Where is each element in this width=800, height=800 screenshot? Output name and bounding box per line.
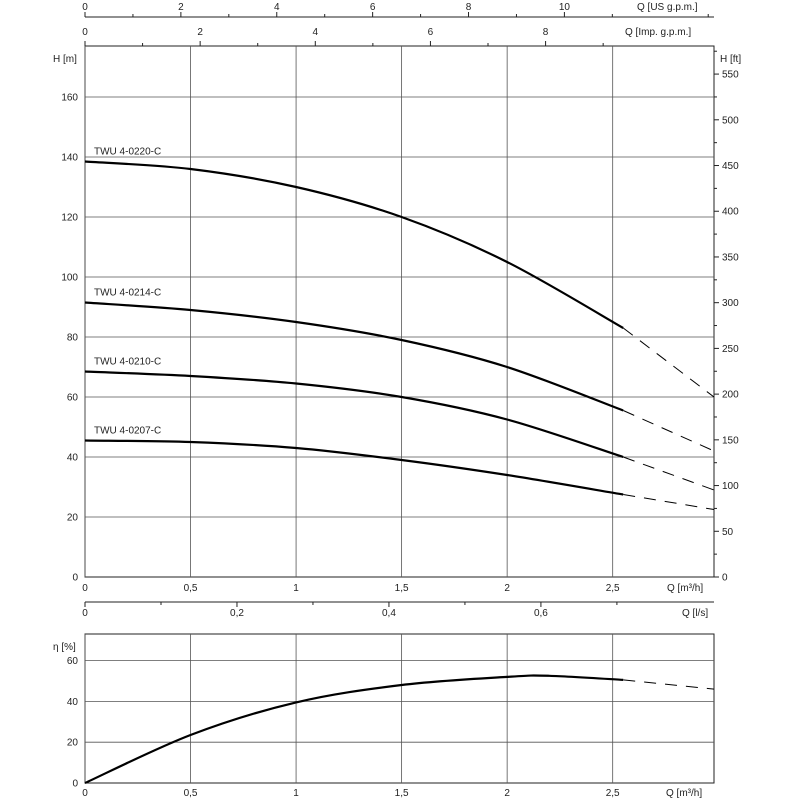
head-y-tick-label: 0 — [72, 572, 78, 584]
us-gpm-tick-label: 8 — [465, 2, 472, 13]
head-curve-extension — [623, 328, 714, 397]
imp-gpm-tick-label: 0 — [82, 27, 88, 38]
efficiency-curve — [85, 676, 623, 783]
head-curve — [85, 372, 623, 458]
ls-axis-label: Q [l/s] — [682, 608, 709, 619]
series-label: TWU 4-0214-C — [94, 287, 162, 299]
imp-gpm-tick-label: 8 — [542, 27, 549, 38]
eff-y-tick-label: 60 — [66, 656, 78, 668]
ft-tick-label: 150 — [722, 435, 739, 447]
imp-gpm-tick-label: 6 — [427, 27, 434, 38]
series-label: TWU 4-0220-C — [94, 146, 162, 158]
ls-tick-label: 0,2 — [230, 608, 244, 619]
ft-tick-label: 100 — [722, 481, 739, 493]
eff-y-tick-label: 40 — [66, 696, 78, 708]
efficiency-curve-extension — [623, 680, 714, 689]
eff-y-tick-label: 20 — [66, 737, 78, 749]
ls-tick-label: 0 — [82, 608, 88, 619]
head-y-tick-label: 120 — [61, 212, 78, 224]
eff-x-tick-label: 2 — [504, 788, 510, 799]
head-y-tick-label: 100 — [61, 272, 78, 284]
eff-x-tick-label: 1 — [293, 788, 299, 799]
head-x-tick-label: 1,5 — [394, 583, 409, 594]
ls-tick-label: 0,4 — [381, 608, 396, 619]
ft-tick-label: 200 — [722, 389, 739, 401]
head-curve — [85, 441, 623, 495]
head-y-tick-label: 80 — [66, 332, 78, 344]
efficiency-axis-label: η [%] — [53, 642, 76, 653]
head-y-tick-label: 160 — [61, 92, 78, 104]
head-m-axis-label: H [m] — [53, 54, 77, 65]
imp-gpm-tick-label: 2 — [197, 27, 203, 38]
ft-tick-label: 0 — [722, 572, 728, 584]
imp-gpm-axis-label: Q [Imp. g.p.m.] — [625, 27, 692, 38]
ft-tick-label: 250 — [722, 343, 739, 355]
us-gpm-tick-label: 4 — [273, 2, 280, 13]
imp-gpm-tick-label: 4 — [312, 27, 319, 38]
head-curve — [85, 162, 623, 329]
head-y-tick-label: 40 — [66, 452, 78, 464]
head-curve — [85, 303, 623, 411]
ft-tick-label: 350 — [722, 252, 739, 264]
ft-tick-label: 400 — [722, 206, 739, 218]
head-x-tick-label: 0 — [82, 583, 88, 594]
head-y-tick-label: 20 — [66, 512, 78, 524]
eff-x-tick-label: 2,5 — [605, 788, 620, 799]
efficiency-q-axis-label: Q [m³/h] — [666, 788, 703, 799]
efficiency-plot-frame — [85, 634, 714, 783]
us-gpm-tick-label: 2 — [178, 2, 184, 13]
eff-x-tick-label: 0,5 — [183, 788, 198, 799]
eff-x-tick-label: 1,5 — [394, 788, 409, 799]
head-q-axis-label: Q [m³/h] — [667, 583, 704, 594]
ft-tick-label: 550 — [722, 69, 739, 81]
series-label: TWU 4-0207-C — [94, 425, 162, 437]
eff-y-tick-label: 0 — [72, 778, 78, 790]
ft-tick-label: 450 — [722, 161, 739, 173]
head-curve-extension — [623, 457, 714, 490]
eff-x-tick-label: 0 — [82, 788, 88, 799]
head-x-tick-label: 0,5 — [183, 583, 198, 594]
head-x-tick-label: 2 — [504, 583, 510, 594]
head-curve-extension — [623, 411, 714, 452]
head-x-tick-label: 1 — [293, 583, 299, 594]
head-x-tick-label: 2,5 — [605, 583, 620, 594]
ft-tick-label: 50 — [722, 526, 734, 538]
head-y-tick-label: 140 — [61, 152, 78, 164]
us-gpm-tick-label: 6 — [369, 2, 376, 13]
ft-tick-label: 500 — [722, 115, 739, 127]
head-y-tick-label: 60 — [66, 392, 78, 404]
head-plot-frame — [85, 46, 714, 577]
us-gpm-tick-label: 0 — [82, 2, 88, 13]
us-gpm-tick-label: 10 — [558, 2, 570, 13]
us-gpm-axis-label: Q [US g.p.m.] — [637, 2, 698, 13]
head-ft-axis-label: H [ft] — [720, 54, 742, 65]
ft-tick-label: 300 — [722, 298, 739, 310]
ls-tick-label: 0,6 — [533, 608, 548, 619]
series-label: TWU 4-0210-C — [94, 356, 162, 368]
head-curve-extension — [623, 495, 714, 510]
